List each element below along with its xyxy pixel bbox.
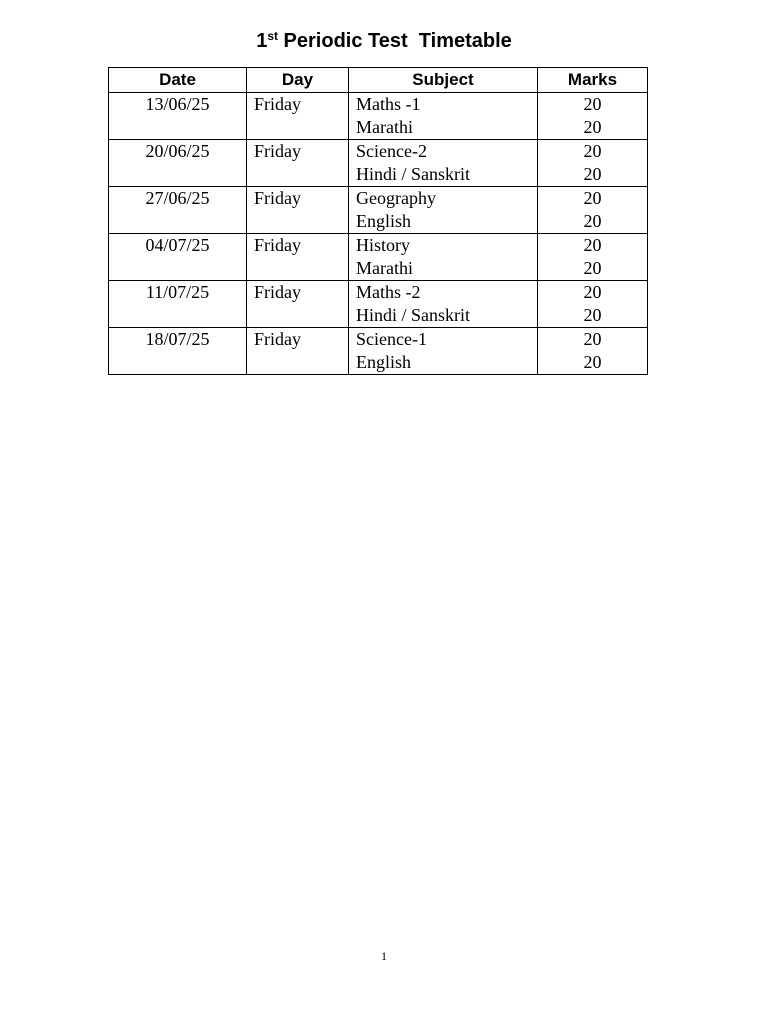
marks-cell: [538, 281, 648, 328]
subject-name: Maths -2: [356, 282, 421, 302]
marks-value: 20: [583, 211, 602, 231]
title-text: Periodic Test Timetable: [278, 30, 512, 52]
subject-cell: [349, 93, 538, 140]
title-superscript: st: [267, 29, 278, 43]
page-number: 1: [381, 949, 387, 963]
day-cell: Friday: [247, 93, 349, 140]
date-cell: 04/07/25: [109, 234, 247, 281]
subject-name: English: [356, 352, 412, 372]
date-cell: 20/06/25: [109, 140, 247, 187]
marks-cell: [538, 93, 648, 140]
title-prefix: 1: [256, 30, 268, 52]
marks-value: 20: [583, 258, 602, 278]
marks-value: 20: [583, 235, 602, 255]
subject-name: Marathi: [356, 258, 413, 278]
subject-name: Geography: [356, 188, 436, 208]
marks-cell: [538, 187, 648, 234]
day-cell: Friday: [247, 187, 349, 234]
header-marks: Marks: [538, 68, 648, 93]
table-header-row: [109, 68, 648, 93]
marks-value: 20: [583, 305, 602, 325]
date-cell: 13/06/25: [109, 93, 247, 140]
date-cell: 11/07/25: [109, 281, 247, 328]
subject-name: History: [356, 235, 410, 255]
table-row: [109, 187, 648, 234]
subject-name: English: [356, 211, 412, 231]
day-cell: Friday: [247, 328, 349, 375]
marks-value: 20: [583, 141, 602, 161]
day-cell: Friday: [247, 281, 349, 328]
marks-value: 20: [583, 164, 602, 184]
subject-name: Maths -1: [356, 94, 421, 114]
subject-name: Marathi: [356, 117, 413, 137]
marks-value: 20: [583, 352, 602, 372]
day-cell: Friday: [247, 140, 349, 187]
subject-name: Science-2: [356, 141, 427, 161]
table-row: [109, 281, 648, 328]
marks-value: 20: [583, 329, 602, 349]
marks-value: 20: [583, 282, 602, 302]
header-day: Day: [247, 68, 349, 93]
marks-cell: [538, 328, 648, 375]
table-row: [109, 328, 648, 375]
subject-name: Hindi / Sanskrit: [356, 305, 471, 325]
day-cell: Friday: [247, 234, 349, 281]
date-cell: 27/06/25: [109, 187, 247, 234]
subject-name: Science-1: [356, 329, 427, 349]
table-body: [109, 93, 648, 375]
table-row: [109, 234, 648, 281]
subject-cell: [349, 281, 538, 328]
subject-cell: [349, 234, 538, 281]
timetable-table: [108, 67, 648, 375]
subject-name: Hindi / Sanskrit: [356, 164, 471, 184]
marks-value: 20: [583, 117, 602, 137]
subject-cell: [349, 328, 538, 375]
subject-cell: [349, 140, 538, 187]
date-cell: 18/07/25: [109, 328, 247, 375]
marks-cell: [538, 234, 648, 281]
marks-cell: [538, 140, 648, 187]
marks-value: 20: [583, 188, 602, 208]
table-row: [109, 140, 648, 187]
header-date: Date: [109, 68, 247, 93]
header-subject: Subject: [349, 68, 538, 93]
marks-value: 20: [583, 94, 602, 114]
subject-cell: [349, 187, 538, 234]
page-title: [0, 28, 768, 54]
table-row: [109, 93, 648, 140]
